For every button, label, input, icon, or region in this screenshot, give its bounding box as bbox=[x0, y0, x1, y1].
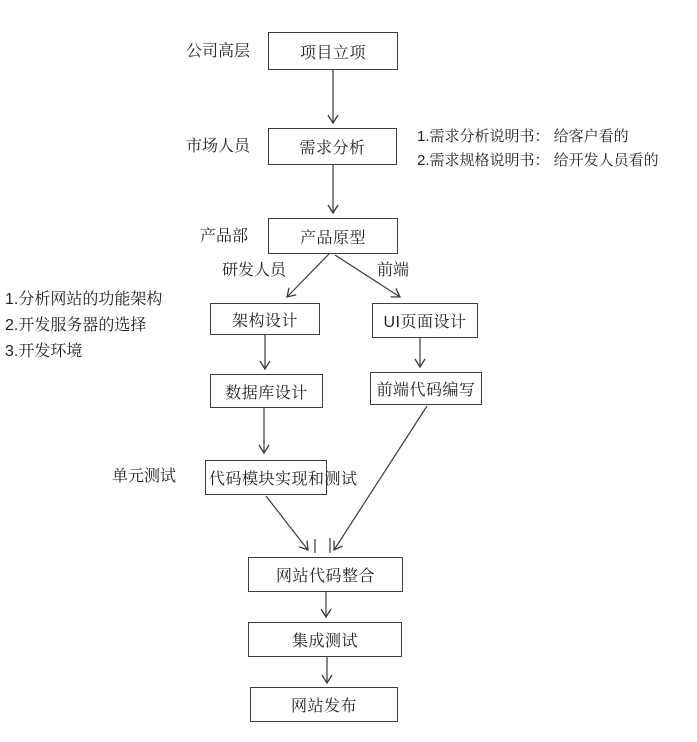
node-integration-testing bbox=[248, 622, 402, 657]
node-frontend-coding bbox=[370, 372, 482, 405]
node-label: 架构设计 bbox=[231, 312, 298, 330]
architecture-notes bbox=[5, 287, 162, 365]
node-label: 产品原型 bbox=[299, 229, 366, 247]
node-label: 集成测试 bbox=[291, 633, 358, 650]
node-product-prototype bbox=[268, 218, 398, 254]
requirements-note-2: 2.需求规格说明书： 给开发人员看的 bbox=[417, 152, 659, 169]
node-code-module-impl-test bbox=[205, 460, 358, 495]
architecture-note-2: 2.开发服务器的选择 bbox=[5, 317, 147, 334]
node-requirements-analysis bbox=[268, 128, 397, 165]
role-marketing-staff: 市场人员 bbox=[186, 138, 251, 155]
arrow-prototype-to-architecture bbox=[287, 254, 329, 297]
role-rd-staff: 研发人员 bbox=[222, 262, 287, 279]
node-architecture-design bbox=[210, 303, 320, 335]
role-frontend: 前端 bbox=[377, 262, 410, 279]
node-label: 需求分析 bbox=[299, 140, 366, 157]
role-product-department: 产品部 bbox=[200, 228, 249, 245]
node-database-design bbox=[210, 374, 323, 408]
node-label: 前端代码编写 bbox=[376, 382, 476, 399]
node-website-release bbox=[250, 687, 398, 722]
role-unit-testing: 单元测试 bbox=[112, 468, 177, 485]
architecture-note-3: 3.开发环境 bbox=[5, 343, 83, 360]
role-company-executives: 公司高层 bbox=[186, 43, 251, 60]
node-label: 项目立项 bbox=[299, 44, 366, 62]
node-label: 网站代码整合 bbox=[275, 568, 375, 585]
arrow-code-module-to-integration bbox=[266, 496, 308, 550]
node-label: 数据库设计 bbox=[225, 384, 308, 402]
node-ui-page-design bbox=[372, 303, 478, 338]
node-label: 网站发布 bbox=[290, 698, 357, 715]
node-site-code-integration bbox=[248, 557, 403, 592]
node-label: 代码模块实现和测试 bbox=[209, 471, 358, 488]
requirements-note-1: 1.需求分析说明书： 给客户看的 bbox=[417, 128, 629, 145]
requirements-notes bbox=[417, 125, 659, 173]
node-project-initiation bbox=[268, 32, 398, 70]
node-label: UI页面设计 bbox=[383, 314, 467, 331]
architecture-note-1: 1.分析网站的功能架构 bbox=[5, 291, 163, 308]
